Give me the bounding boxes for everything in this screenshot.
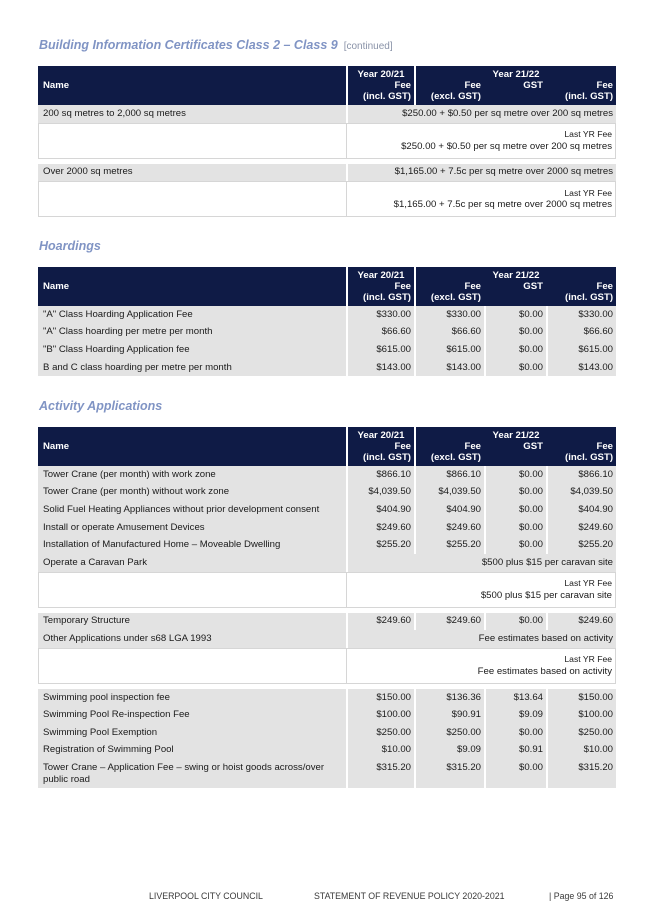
fee-2122-incl: $10.00 — [546, 742, 616, 760]
last-year-spacer — [38, 648, 346, 684]
row-name: 200 sq metres to 2,000 sq metres — [38, 105, 346, 123]
fee-2021-incl: $150.00 — [346, 689, 414, 707]
header-label: Fee — [464, 441, 481, 452]
fee-2122-incl: $100.00 — [546, 706, 616, 724]
fee-2021-incl: $330.00 — [346, 306, 414, 324]
gst-2122: $13.64 — [484, 689, 546, 707]
header-label: Fee — [394, 281, 411, 292]
gst-2122: $0.00 — [484, 306, 546, 324]
header-row-years — [38, 66, 616, 80]
bic-fee-table — [38, 66, 616, 217]
row-name: Other Applications under s68 LGA 1993 — [38, 630, 346, 648]
fee-2122-incl: $150.00 — [546, 689, 616, 707]
header-gst-2122 — [484, 281, 546, 306]
header-gst-2122 — [484, 80, 546, 105]
hoardings-fee-table — [38, 267, 616, 376]
header-fee-incl-2021 — [346, 281, 414, 306]
row-name: "A" Class hoarding per metre per month — [38, 324, 346, 342]
row-name: "A" Class Hoarding Application Fee — [38, 306, 346, 324]
row-name: Temporary Structure — [38, 613, 346, 631]
gst-2122: $0.00 — [484, 501, 546, 519]
gst-2122: $0.00 — [484, 613, 546, 631]
table-row — [38, 613, 616, 631]
fee-2122-incl: $66.60 — [546, 324, 616, 342]
row-name: B and C class hoarding per metre per month — [38, 359, 346, 377]
fee-2021-incl: $615.00 — [346, 341, 414, 359]
header-label: (incl. GST) — [565, 292, 614, 303]
table-row — [38, 324, 616, 342]
fee-2122-excl: $250.00 — [414, 724, 484, 742]
header-name: Name — [38, 427, 346, 466]
table-row — [38, 536, 616, 554]
table-row — [38, 630, 616, 648]
fee-2122-excl: $615.00 — [414, 341, 484, 359]
row-name: Registration of Swimming Pool — [38, 742, 346, 760]
header-label: GST — [523, 441, 543, 452]
header-label: GST — [523, 80, 543, 91]
last-year-label: Last YR Fee — [564, 654, 613, 665]
header-label: (incl. GST) — [363, 292, 411, 303]
activity-fee-table — [38, 427, 616, 788]
header-label: (incl. GST) — [565, 452, 614, 463]
fee-2122-excl: $255.20 — [414, 536, 484, 554]
fee-2021-incl: $250.00 — [346, 724, 414, 742]
continued-label: [continued] — [343, 41, 393, 52]
header-fee-incl-2122 — [546, 281, 616, 306]
header-label: (incl. GST) — [565, 91, 614, 102]
table-row — [38, 306, 616, 324]
fee-2122-incl: $615.00 — [546, 341, 616, 359]
table-row — [38, 341, 616, 359]
row-name: Solid Fuel Heating Appliances without prior development consent — [38, 501, 346, 519]
gst-2122: $0.00 — [484, 536, 546, 554]
row-name: Tower Crane (per month) with work zone — [38, 466, 346, 484]
fee-2122-incl: $255.20 — [546, 536, 616, 554]
table-row — [38, 706, 616, 724]
header-year-2021: Year 20/21 — [346, 66, 414, 80]
gst-2122: $0.00 — [484, 759, 546, 788]
row-name: "B" Class Hoarding Application fee — [38, 341, 346, 359]
fee-2122-excl: $866.10 — [414, 466, 484, 484]
gst-2122: $0.00 — [484, 324, 546, 342]
row-name: Swimming pool inspection fee — [38, 689, 346, 707]
header-label: Fee — [596, 281, 614, 292]
fee-2122-excl: $315.20 — [414, 759, 484, 788]
gst-2122: $0.00 — [484, 724, 546, 742]
last-year-fee — [346, 572, 616, 608]
header-label: Fee — [394, 80, 411, 91]
fee-2122-incl: $250.00 — [546, 724, 616, 742]
table-row — [38, 759, 616, 788]
fee-2021-incl: $249.60 — [346, 613, 414, 631]
fee-2122-excl: $404.90 — [414, 501, 484, 519]
fee-2122-excl: $249.60 — [414, 613, 484, 631]
fee-2122-incl: $249.60 — [546, 613, 616, 631]
fee-2021-incl: $866.10 — [346, 466, 414, 484]
header-fee-excl-2122 — [414, 441, 484, 466]
last-year-value: $250.00 + $0.50 per sq metre over 200 sq metres — [401, 140, 613, 152]
fee-2122-incl: $315.20 — [546, 759, 616, 788]
header-year-2122: Year 21/22 — [414, 267, 616, 281]
fee-2122-excl: $90.91 — [414, 706, 484, 724]
last-year-fee — [346, 648, 616, 684]
table-row — [38, 519, 616, 537]
section-title-text: Building Information Certificates Class 2 – Class 9 — [39, 38, 338, 52]
last-year-label: Last YR Fee — [564, 187, 613, 198]
header-year-2122: Year 21/22 — [414, 66, 616, 80]
fee-2021-incl: $4,039.50 — [346, 484, 414, 502]
last-year-row — [38, 123, 616, 159]
header-label: Fee — [464, 281, 481, 292]
fee-2021-incl: $143.00 — [346, 359, 414, 377]
header-fee-incl-2122 — [546, 80, 616, 105]
section-title-activity: Activity Applications — [39, 399, 163, 413]
header-label: (excl. GST) — [430, 452, 481, 463]
header-fee-incl-2021 — [346, 80, 414, 105]
table-row — [38, 359, 616, 377]
row-name: Swimming Pool Exemption — [38, 724, 346, 742]
header-label: Fee — [596, 441, 614, 452]
table-row — [38, 742, 616, 760]
fee-description: Fee estimates based on activity — [346, 630, 616, 648]
gst-2122: $0.00 — [484, 466, 546, 484]
row-name: Tower Crane – Application Fee – swing or hoist goods across/over public road — [38, 759, 346, 788]
fee-2122-excl: $4,039.50 — [414, 484, 484, 502]
footer-page-number: | Page 95 of 126 — [549, 891, 614, 901]
header-year-2122: Year 21/22 — [414, 427, 616, 441]
last-year-spacer — [38, 123, 346, 159]
fee-2021-incl: $66.60 — [346, 324, 414, 342]
header-label: Fee — [596, 80, 614, 91]
fee-2122-incl: $330.00 — [546, 306, 616, 324]
footer-document-title: STATEMENT OF REVENUE POLICY 2020-2021 — [314, 891, 505, 901]
header-name: Name — [38, 66, 346, 105]
header-name: Name — [38, 267, 346, 306]
last-year-fee — [346, 181, 616, 217]
gst-2122: $0.91 — [484, 742, 546, 760]
table-row — [38, 554, 616, 572]
table-row — [38, 466, 616, 484]
header-fee-incl-2021 — [346, 441, 414, 466]
gst-2122: $0.00 — [484, 359, 546, 377]
table-row — [38, 689, 616, 707]
fee-2122-excl: $66.60 — [414, 324, 484, 342]
row-name: Swimming Pool Re-inspection Fee — [38, 706, 346, 724]
gst-2122: $0.00 — [484, 341, 546, 359]
fee-2021-incl: $255.20 — [346, 536, 414, 554]
table-row — [38, 105, 616, 123]
header-fee-incl-2122 — [546, 441, 616, 466]
last-year-fee — [346, 123, 616, 159]
header-year-2021: Year 20/21 — [346, 427, 414, 441]
last-year-label: Last YR Fee — [564, 129, 613, 140]
row-name: Tower Crane (per month) without work zone — [38, 484, 346, 502]
header-fee-excl-2122 — [414, 281, 484, 306]
section-title-hoardings: Hoardings — [39, 239, 101, 253]
table-row — [38, 164, 616, 182]
fee-2122-excl: $136.36 — [414, 689, 484, 707]
header-fee-excl-2122 — [414, 80, 484, 105]
header-label: Fee — [394, 441, 411, 452]
header-label: (incl. GST) — [363, 91, 411, 102]
fee-2122-incl: $404.90 — [546, 501, 616, 519]
fee-2122-incl: $143.00 — [546, 359, 616, 377]
last-year-value: $500 plus $15 per caravan site — [480, 589, 613, 601]
header-label: (excl. GST) — [430, 91, 481, 102]
fee-2122-incl: $249.60 — [546, 519, 616, 537]
header-label: GST — [523, 281, 543, 292]
fee-2021-incl: $100.00 — [346, 706, 414, 724]
row-name: Operate a Caravan Park — [38, 554, 346, 572]
fee-2122-incl: $866.10 — [546, 466, 616, 484]
fee-2021-incl: $404.90 — [346, 501, 414, 519]
header-label: (incl. GST) — [363, 452, 411, 463]
fee-2122-incl: $4,039.50 — [546, 484, 616, 502]
table-row — [38, 724, 616, 742]
footer-council: LIVERPOOL CITY COUNCIL — [149, 891, 263, 901]
header-row-years — [38, 427, 616, 441]
last-year-row — [38, 648, 616, 684]
row-name: Install or operate Amusement Devices — [38, 519, 346, 537]
header-label: Fee — [464, 80, 481, 91]
fee-2021-incl: $315.20 — [346, 759, 414, 788]
fee-description: $250.00 + $0.50 per sq metre over 200 sq metres — [346, 105, 616, 123]
fee-2021-incl: $249.60 — [346, 519, 414, 537]
last-year-row — [38, 572, 616, 608]
section-title-bic — [39, 38, 393, 52]
fee-2122-excl: $330.00 — [414, 306, 484, 324]
last-year-row — [38, 181, 616, 217]
header-label: (excl. GST) — [430, 292, 481, 303]
gst-2122: $9.09 — [484, 706, 546, 724]
gst-2122: $0.00 — [484, 484, 546, 502]
table-row — [38, 501, 616, 519]
fee-2122-excl: $9.09 — [414, 742, 484, 760]
fee-description: $1,165.00 + 7.5c per sq metre over 2000 sq metres — [346, 164, 616, 182]
last-year-label: Last YR Fee — [564, 578, 613, 589]
fee-2021-incl: $10.00 — [346, 742, 414, 760]
row-name: Over 2000 sq metres — [38, 164, 346, 182]
fee-2122-excl: $143.00 — [414, 359, 484, 377]
last-year-value: Fee estimates based on activity — [477, 665, 613, 677]
header-row-years — [38, 267, 616, 281]
last-year-spacer — [38, 181, 346, 217]
last-year-spacer — [38, 572, 346, 608]
header-year-2021: Year 20/21 — [346, 267, 414, 281]
header-gst-2122 — [484, 441, 546, 466]
gst-2122: $0.00 — [484, 519, 546, 537]
fee-2122-excl: $249.60 — [414, 519, 484, 537]
table-row — [38, 484, 616, 502]
row-name: Installation of Manufactured Home – Moveable Dwelling — [38, 536, 346, 554]
last-year-value: $1,165.00 + 7.5c per sq metre over 2000 sq metres — [393, 199, 613, 211]
fee-description: $500 plus $15 per caravan site — [346, 554, 616, 572]
